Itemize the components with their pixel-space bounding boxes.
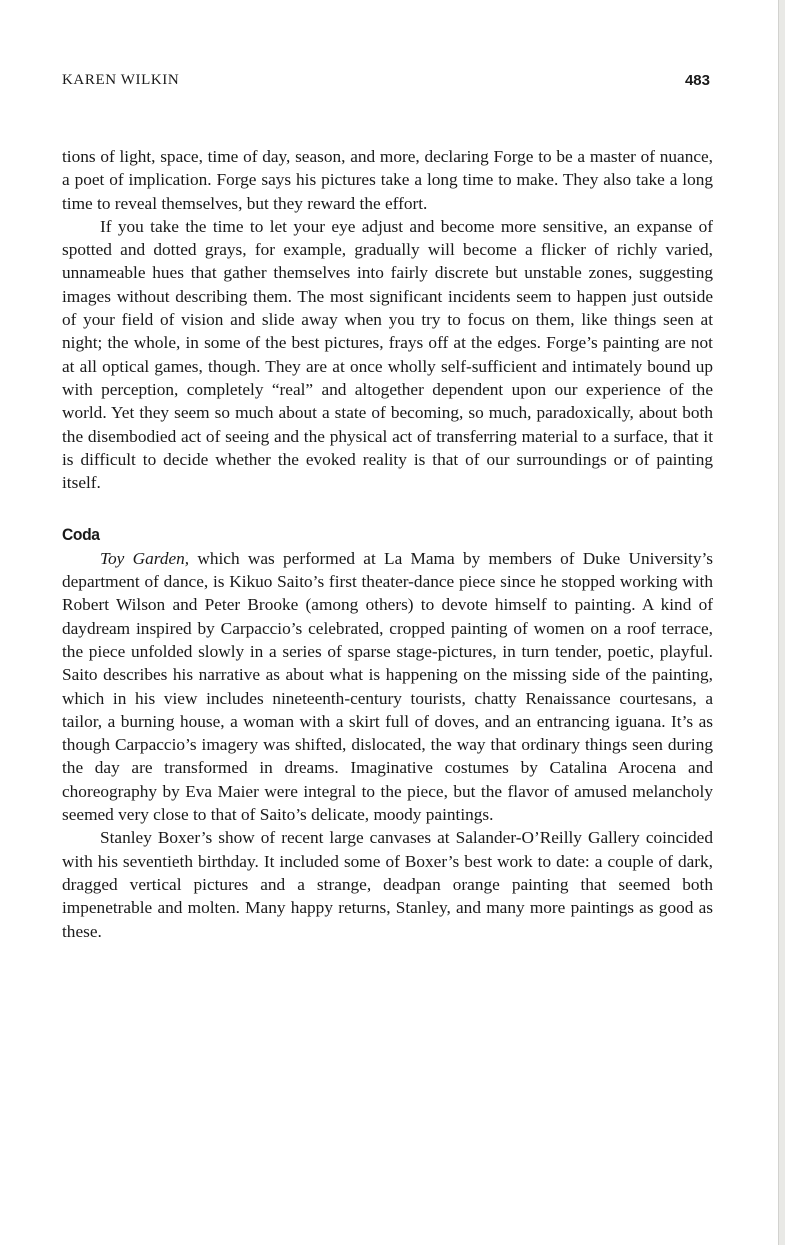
paragraph-perception: If you take the time to let your eye adjust and become more sensitive, an expanse of spotted and dotted grays, for example, gradually will become a flicker of richly varied, unnameable hues that gather themselves into fairly discrete but unstable zones, suggesting images without describing them. The most significant incidents seem to happen just outside of your field of vision and slide away when you try to focus on them, like things seen at night; the whole, in some of the best pictures, frays off at the edges. Forge’s painting are not at all optical games, though. They are at once wholly self-sufficient and intimately bound up with perception, completely “real” and altogether dependent upon our experience of the world. Yet they seem so much about a state of becoming, so much, paradoxically, about both the disembodied act of seeing and the physical act of transferring material to a surface, that it is difficult to decide whether the evoked reality is that of our surroundings or of painting itself. [62,216,713,493]
paragraph-stanley-boxer: Stanley Boxer’s show of recent large canvases at Salander-O’Reilly Gallery coincided with his seventieth birthday. It included some of Boxer’s best work to date: a couple of dark, dragged vertical pictures and a strange, deadpan orange painting that seemed both impenetrable and molten. Many happy returns, Stanley, and many more paintings as good as these. [62,828,713,941]
paragraph-continued: tions of light, space, time of day, season, and more, declaring Forge to be a master of nuance, a poet of implication. Forge says his pictures take a long time to make. They also take a long time to reveal themselves, but they reward the effort. [62,147,713,213]
running-head-author: KAREN WILKIN [62,72,180,88]
running-head [62,72,710,94]
work-title-toy-garden: Toy Garden, [100,548,190,568]
paragraph-toy-garden-text: which was performed at La Mama by members of Duke University’s department of dance, is Kikuo Saito’s first theater-dance piece since he stopped working with Robert Wilson and Peter Brooke (among others) to devote himself to painting. A kind of daydream inspired by Carpaccio’s celebrated, cropped painting of women on a roof terrace, the piece unfolded slowly in a series of sparse stage-pictures, in turn tender, poetic, playful. Saito describes his narrative as about what is happening on the missing side of the painting, which in his view includes nineteenth-century tourists, chatty Renaissance courtesans, a tailor, a burning house, a woman with a skirt full of doves, and an entrancing iguana. It’s as though Carpaccio’s imagery was shifted, dislocated, the way that ordinary things seen during the day are transformed in dreams. Imaginative costumes by Catalina Arocena and choreography by Eva Maier were integral to the piece, but the flavor of amused melancholy seemed very close to that of Saito’s delicate, moody paintings. [62,548,713,825]
paragraph-toy-garden [62,547,713,827]
section-heading-coda: Coda [62,525,100,545]
page-number: 483 [684,72,710,89]
article-text [62,145,713,943]
page-edge [778,0,785,1245]
